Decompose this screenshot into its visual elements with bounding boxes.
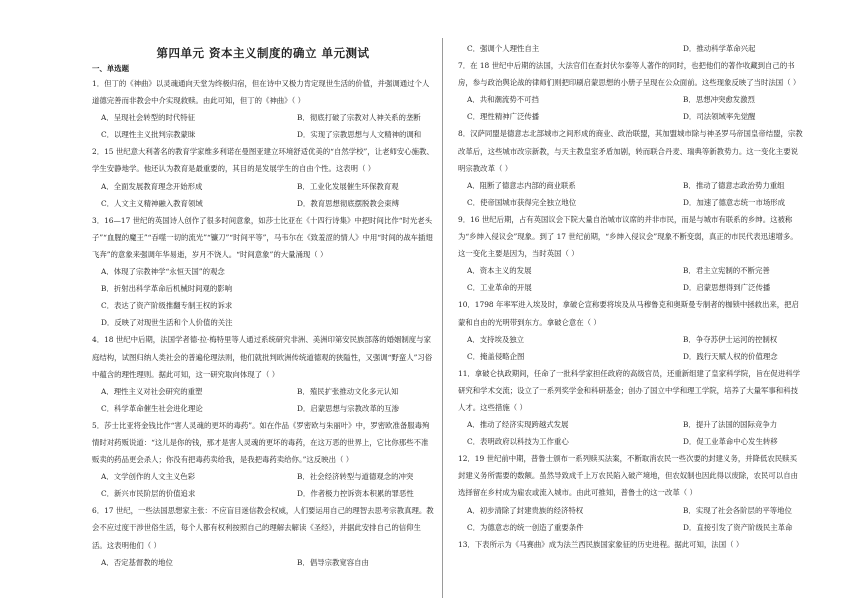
- answer-option: D．教育思想彻底摆脱教会束缚: [297, 198, 400, 208]
- answer-option: D．促工业革命中心发生转移: [683, 437, 778, 447]
- answer-option: A．支持埃及独立: [467, 334, 525, 344]
- right-column: [458, 40, 804, 553]
- answer-option: B．思想冲突愈发激烈: [683, 95, 755, 105]
- answer-option: D．践行天赋人权的价值理念: [683, 351, 778, 361]
- option-row: [92, 554, 434, 571]
- answer-option: C．表达了资产阶级推翻专制王权的诉求: [101, 301, 233, 311]
- answer-option: C．工业革命的开展: [467, 283, 532, 293]
- answer-option: A．共和潮流势不可挡: [467, 95, 539, 105]
- question-stem: 7．在 18 世纪中后期的法国，大法官们在查封伏尔泰等人著作的同时，也把他们的著作收藏到自己的书房，参与政治舆论战的律师们则把印刷启蒙思想的小册子呈现在公众面前。这些现象反映了当时法国（ ）: [458, 61, 801, 88]
- answer-option: C．科学革命催生社会进化理论: [101, 403, 203, 413]
- answer-option: A．否定基督教的地位: [101, 557, 173, 567]
- answer-option: C．理性精神广泛传播: [467, 112, 540, 122]
- option-row: [458, 108, 804, 125]
- option-row: [458, 177, 804, 194]
- option-row: [92, 178, 434, 195]
- answer-option: D．作者极力控诉资本积累的罪恶性: [297, 489, 414, 499]
- left-column: [92, 40, 434, 571]
- answer-option: A．呈现社会转型的时代特征: [101, 113, 196, 123]
- option-row: [458, 433, 804, 450]
- question-stem: 6．17 世纪，一些法国思想家主张：不应盲目迷信教会权威，人们要运用自己的理智去思考宗教真理。教会不应过度干涉世俗生活，每个人都有权利按照自己的理解去解读《圣经》，并据此安排自己的信仰生活。这表明他们（ ）: [92, 506, 434, 550]
- answer-option: B．倡导宗教宽容自由: [297, 557, 369, 567]
- question-stem: 10．1798 年率军进入埃及时，拿破仑宣称要将埃及从马穆鲁克和奥斯曼专制者的枷锁中拯救出来，把启蒙和自由的光明带到东方。拿破仑意在（ ）: [458, 300, 799, 327]
- answer-option: A．初步清除了封建贵族的经济特权: [467, 505, 584, 515]
- answer-option: D．直接引发了资产阶级民主革命: [683, 522, 793, 532]
- answer-option: A．资本主义的发展: [467, 266, 532, 276]
- option-row: [458, 502, 804, 519]
- option-row: [458, 416, 804, 433]
- answer-option: B．君主立宪制的不断完善: [683, 266, 770, 276]
- left-question-list: [92, 75, 434, 571]
- answer-option: D．司法领域率先觉醒: [683, 112, 756, 122]
- question-stem: 11．拿破仑执政期间，任命了一批科学家担任政府的高级官员，还重新组建了皇家科学院，旨在促进科学研究和学术交流；设立了一系列奖学金和科研基金；创办了国立中学和理工学院，培养了大量军事和科技人才。这些措施（ ）: [458, 368, 800, 412]
- answer-option: B．社会经济转型与道德观念的冲突: [297, 472, 414, 482]
- option-row: [458, 262, 804, 279]
- option-row: [458, 331, 804, 348]
- question-stem: 5．莎士比亚将金钱比作“害人灵魂的更坏的毒药”。如在作品《罗密欧与朱丽叶》中，罗密欧准备服毒殉情时对药贩说道：“这儿是你的钱，那才是害人灵魂的更坏的毒药，在这万恶的世界上，它比你那些不准贩卖的药品更会杀人；你没有把毒药卖给我，是我把毒药卖给你。”这反映出（ ）: [92, 420, 430, 465]
- option-row: [458, 194, 804, 211]
- option-row: [458, 519, 804, 536]
- question-stem: 2．15 世纪意大利著名的教育学家维多利诺在曼图亚建立环境舒适优美的“自然学校”，让老师安心施教、学生安静地学。他还认为教育是最重要的，其目的是发展学生的自由个性。这表明（ ）: [92, 147, 434, 174]
- right-question-list: [458, 40, 804, 553]
- option-row: [92, 126, 434, 143]
- page-title: 第四单元 资本主义制度的确立 单元测试: [156, 46, 370, 60]
- question-stem: 9．16 世纪后期，占有英国议会下院大量自治城市议席的并非市民，而是与城市有联系的乡绅。这被称为“乡绅入侵议会”现象。到了 17 世纪前期，“乡绅入侵议会”现象不断变弱，真正的市民代表迅速增多。这一变化主要是因为，当时英国（ ）: [458, 214, 798, 259]
- answer-option: B．工业化发展催生环保教育观: [297, 181, 399, 191]
- answer-option: B．推动了德意志政治势力重组: [683, 180, 785, 190]
- answer-option: A．推动了经济实现跨越式发展: [467, 420, 569, 430]
- answer-option: B．争夺苏伊士运河的控制权: [683, 334, 778, 344]
- answer-option: D．启蒙思想与宗教改革的互渗: [297, 403, 400, 413]
- answer-option: A．理性主义对社会研究的重塑: [101, 386, 203, 396]
- option-row: [458, 40, 804, 57]
- answer-option: C．表明政府以科技为工作重心: [467, 437, 569, 447]
- column-divider: [442, 38, 443, 598]
- option-row: [458, 279, 804, 296]
- section-heading: 一、单选题: [92, 64, 129, 73]
- question-stem: 3．16—17 世纪的英国诗人创作了很多时间意象，如莎士比亚在《十四行诗集》中把时间比作“时光老头子”“血腥的魔王”“吞噬一切的流光”“镰刀”“时间平等”，马韦尔在《致羞涩的情人》中用“时间的战车插翅飞奔”的意象来强调年华易逝，岁月不饶人。“时间意象”的大量涌现（ ）: [92, 215, 433, 259]
- answer-option: C．新兴市民阶层的价值追求: [101, 489, 196, 499]
- answer-option: C．为德意志的统一创造了重要条件: [467, 522, 584, 532]
- answer-option: D．加速了德意志统一市场形成: [683, 197, 786, 207]
- answer-option: A．全面发展教育理念开始形成: [101, 181, 203, 191]
- option-row: [92, 485, 434, 502]
- answer-option: C．以理性主义批判宗教蒙昧: [101, 130, 196, 140]
- answer-option: D．启蒙思想得到广泛传播: [683, 283, 771, 293]
- answer-option: B．实现了社会各阶层的平等地位: [683, 505, 792, 515]
- option-row: [92, 195, 434, 212]
- option-row: [92, 400, 434, 417]
- answer-option: D．推动科学革命兴起: [683, 44, 756, 53]
- option-row: [458, 91, 804, 108]
- answer-option: D．反映了对现世生活和个人价值的关注: [101, 318, 233, 328]
- answer-option: C．强调个人理性自主: [467, 44, 540, 53]
- answer-option: D．实现了宗教思想与人文精神的调和: [297, 130, 422, 140]
- answer-option: A．阻断了德意志内部的商业联系: [467, 180, 576, 190]
- question-stem: 13．下表所示为《马赛曲》成为法兰西民族国家象征的历史进程。据此可知，法国（ ）: [458, 539, 744, 549]
- answer-option: C．掩盖侵略企图: [467, 351, 525, 361]
- question-stem: 12．19 世纪前中期，普鲁士颁布一系列赎买法案，不断取消农民一些次要的封建义务，并降低农民赎买封建义务所需要的数额。虽然导致成千上万农民陷入破产境地，但农奴制也因此得以废除，农民可以自由选择留在乡村成为雇农或流入城市。由此可推知，普鲁士的这一改革（ ）: [458, 454, 798, 498]
- option-row: [92, 109, 434, 126]
- answer-option: A．文学创作的人文主义色彩: [101, 472, 196, 482]
- answer-option: B．提升了法国的国际竞争力: [683, 420, 778, 430]
- question-stem: 8．汉萨同盟是德意志北部城市之间形成的商业、政治联盟，其加盟城市除与神圣罗马帝国皇帝结盟，宗教改革后，这些城市改宗新教，与天主教皇室矛盾加剧，转而联合丹麦、瑞典等新教势力。这一变化主要说明宗教改革（ ）: [458, 129, 803, 173]
- option-row: [458, 348, 804, 365]
- question-stem: 1．但丁的《神曲》以灵魂通向天堂为终极归宿，但在诗中又极力肯定现世生活的价值，并强调通过个人道德完善而非教会中介实现救赎。由此可知，但丁的《神曲》（ ）: [92, 79, 430, 106]
- answer-option: C．使帝国城市获得完全独立地位: [467, 197, 577, 207]
- question-stem: 4．18 世纪中后期，法国学者德·拉·梅特里等人通过系统研究非洲、美洲印第安民族部落的婚姻制度与家庭结构，试图归纳人类社会的普遍伦理法则，他们就批判欧洲传统道德观的狭隘性，又强调“野蛮人”习俗中蕴含的理性理则。据此可知，这一研究取向体现了（ ）: [92, 335, 433, 379]
- answer-option: A．体现了宗教神学“永恒天国”的观念: [101, 267, 225, 277]
- answer-option: B．折射出科学革命后机械时间观的影响: [101, 284, 233, 294]
- answer-option: C．人文主义精神融入教育领域: [101, 198, 203, 208]
- answer-option: B．彻底打破了宗教对人神关系的垄断: [297, 113, 421, 123]
- answer-option: B．殖民扩张推动文化多元认知: [297, 386, 399, 396]
- option-row: [92, 468, 434, 485]
- option-row: [92, 383, 434, 400]
